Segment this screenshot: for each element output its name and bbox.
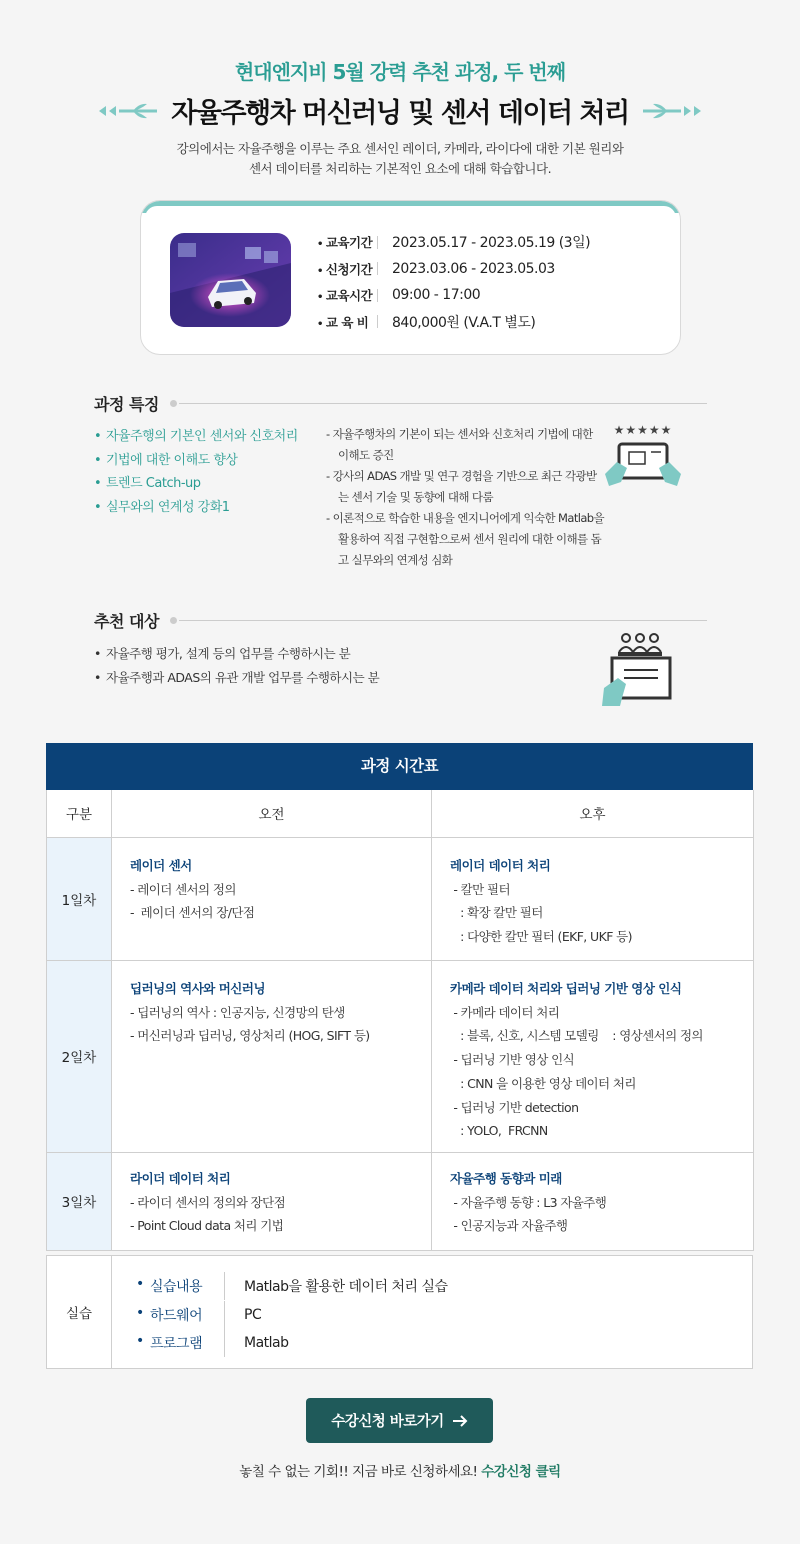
feature-item-continued	[94, 449, 324, 473]
divider	[377, 315, 378, 328]
feature-description: - 강사의 ADAS 개발 및 연구 경험을 기반으로 최근 각광받는 센서 기술 및 동향에 대해 다룸	[326, 469, 597, 504]
session-line: - 라이더 센서의 정의와 장단점	[130, 1194, 286, 1210]
table-row	[47, 1152, 754, 1250]
lab-label: • 프로그램	[136, 1333, 224, 1353]
info-row-period	[317, 229, 590, 256]
course-info-card	[140, 200, 681, 355]
session-line: : 다양한 칼만 필터 (EKF, UKF 등)	[450, 929, 632, 945]
session-line: - 자율주행 동향 : L3 자율주행	[450, 1194, 607, 1210]
lab-value: Matlab	[244, 1335, 289, 1352]
lab-rows	[112, 1256, 448, 1368]
heading-dot	[170, 400, 177, 407]
divider	[224, 1301, 225, 1329]
title-row	[0, 91, 800, 130]
feature-item: • 자율주행의 기본인 센서와 신호처리	[94, 425, 324, 449]
page-header	[0, 56, 800, 130]
afternoon-cell	[432, 837, 754, 960]
column-header: 오후	[432, 790, 754, 837]
info-value: 2023.05.17 - 2023.05.19 (3일)	[392, 235, 591, 252]
session-title: 레이더 센서	[130, 857, 192, 873]
divider	[377, 262, 378, 275]
morning-cell	[112, 1152, 432, 1250]
page-subtitle: 현대엔지비 5월 강력 추천 과정, 두 번째	[234, 60, 566, 84]
day-cell: 2일차	[47, 960, 112, 1152]
session-line: - Point Cloud data 처리 기법	[130, 1218, 284, 1234]
target-heading	[94, 609, 707, 632]
divider	[377, 289, 378, 302]
table-row	[47, 960, 754, 1152]
session-title: 딥러닝의 역사와 머신러닝	[130, 980, 266, 996]
page-title: 자율주행차 머신러닝 및 센서 데이터 처리	[171, 98, 629, 129]
feature-item: • 트렌드 Catch-up	[94, 472, 324, 496]
apply-button[interactable]	[306, 1398, 493, 1443]
session-title: 라이더 데이터 처리	[130, 1170, 231, 1186]
cta-note	[0, 1460, 800, 1480]
info-label: • 신청기간	[317, 260, 377, 278]
info-label: • 교육기간	[317, 233, 377, 251]
session-line: - 레이더 센서의 장/단점	[130, 905, 255, 921]
card-top-bar	[141, 201, 680, 213]
day-cell: 3일차	[47, 1152, 112, 1250]
afternoon-cell	[432, 960, 754, 1152]
schedule-table	[46, 790, 754, 1251]
lab-label: • 실습내용	[136, 1276, 224, 1296]
feature-item-text: 기법에 대한 이해도 향상	[106, 452, 238, 468]
lab-value: PC	[244, 1306, 262, 1323]
lab-row	[136, 1301, 448, 1330]
lab-row	[136, 1272, 448, 1301]
lab-label: • 하드웨어	[136, 1305, 224, 1325]
schedule-section	[46, 743, 753, 1251]
section-title: 과정 특징	[94, 395, 159, 414]
session-title: 레이더 데이터 처리	[450, 857, 551, 873]
feature-item: • 실무와의 연계성 강화1	[94, 496, 324, 520]
schedule-title: 과정 시간표	[46, 743, 753, 790]
schedule-header-row	[47, 790, 754, 837]
intro-text	[0, 139, 800, 179]
info-label: • 교육시간	[317, 286, 377, 304]
left-ornament-icon	[97, 101, 159, 121]
session-line: : 확장 칼만 필터	[450, 905, 543, 921]
section-title: 추천 대상	[94, 612, 159, 631]
session-line: - 딥러닝의 역사 : 인공지능, 신경망의 탄생	[130, 1004, 345, 1020]
lab-section	[46, 1255, 753, 1369]
tablet-hands-icon	[603, 438, 683, 498]
divider	[377, 236, 378, 249]
info-label: • 교 육 비	[317, 313, 377, 331]
heading-line	[179, 403, 707, 404]
heading-line	[179, 620, 707, 621]
features-heading	[94, 392, 707, 415]
column-header: 구분	[47, 790, 112, 837]
apply-link[interactable]: 수강신청 클릭	[481, 1464, 561, 1480]
autonomous-car-illustration-icon	[170, 233, 291, 327]
session-line: - 딥러닝 기반 영상 인식	[450, 1052, 575, 1068]
heading-dot	[170, 617, 177, 624]
info-value: 2023.03.06 - 2023.05.03	[392, 260, 555, 277]
arrow-right-icon	[452, 1414, 468, 1428]
table-row	[47, 837, 754, 960]
target-item: • 자율주행 평가, 설계 등의 업무를 수행하시는 분	[94, 642, 379, 666]
info-value: 09:00 - 17:00	[392, 287, 481, 304]
morning-cell	[112, 837, 432, 960]
feature-description: - 자율주행차의 기본이 되는 센서와 신호처리 기법에 대한 이해도 증진	[326, 427, 593, 462]
info-value: 840,000원 (V.A.T 별도)	[392, 314, 536, 331]
intro-line: 센서 데이터를 처리하는 기본적인 요소에 대해 학습합니다.	[248, 161, 552, 176]
session-line: - 칼만 필터	[450, 881, 510, 897]
rating-tablet-graphic	[603, 422, 683, 502]
column-header: 오전	[112, 790, 432, 837]
session-line: : 블록, 신호, 시스템 모델링 : 영상센서의 정의	[450, 1028, 703, 1044]
afternoon-cell	[432, 1152, 754, 1250]
cta-note-text: 놓칠 수 없는 기회!! 지금 바로 신청하세요!	[239, 1464, 478, 1480]
target-list	[94, 642, 379, 689]
info-row-apply	[317, 256, 590, 283]
morning-cell	[112, 960, 432, 1152]
course-info-list	[317, 229, 590, 335]
lab-value: Matlab을 활용한 데이터 처리 실습	[244, 1279, 448, 1296]
feature-list	[94, 425, 324, 519]
course-thumbnail	[170, 233, 291, 327]
session-line: : YOLO, FRCNN	[450, 1123, 548, 1139]
session-title: 카메라 데이터 처리와 딥러닝 기반 영상 인식	[450, 980, 682, 996]
info-row-time	[317, 282, 590, 309]
info-row-fee	[317, 309, 590, 336]
session-line: - 카메라 데이터 처리	[450, 1004, 560, 1020]
divider	[224, 1329, 225, 1357]
session-line: - 딥러닝 기반 detection	[450, 1099, 579, 1115]
feature-description: - 이론적으로 학습한 내용을 엔지니어에게 익숙한 Matlab을 활용하여 직접 구현함으로써 센서 원리에 대한 이해를 돕고 실무와의 연계성 심화	[326, 511, 604, 567]
divider	[224, 1272, 225, 1300]
session-line: - 인공지능과 자율주행	[450, 1218, 568, 1234]
session-line: - 레이더 센서의 정의	[130, 881, 236, 897]
session-line: : CNN 을 이용한 영상 데이터 처리	[450, 1075, 636, 1091]
rating-stars: ★★★★★	[613, 423, 673, 437]
presentation-board-icon	[600, 630, 676, 706]
session-title: 자율주행 동향과 미래	[450, 1170, 562, 1186]
intro-line: 강의에서는 자율주행을 이루는 주요 센서인 레이더, 카메라, 라이다에 대한 기본 원리와	[176, 141, 624, 156]
target-item: • 자율주행과 ADAS의 유관 개발 업무를 수행하시는 분	[94, 666, 379, 690]
session-line: - 머신러닝과 딥러닝, 영상처리 (HOG, SIFT 등)	[130, 1028, 370, 1044]
lab-row	[136, 1329, 448, 1358]
feature-descriptions	[326, 424, 606, 571]
right-ornament-icon	[641, 101, 703, 121]
apply-button-label: 수강신청 바로가기	[331, 1414, 444, 1430]
lab-name: 실습	[47, 1256, 112, 1368]
day-cell: 1일차	[47, 837, 112, 960]
